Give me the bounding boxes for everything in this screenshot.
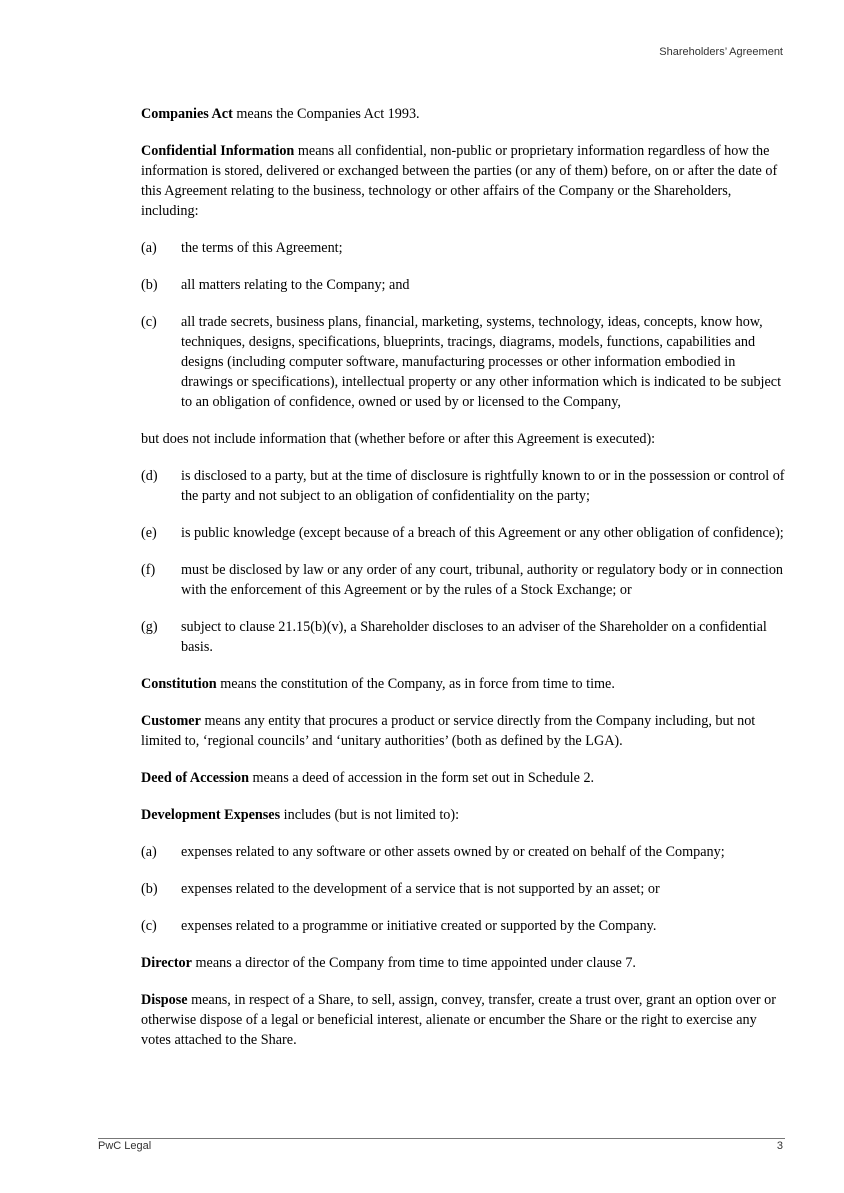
page-number: 3 (776, 1140, 783, 1152)
list-text: is disclosed to a party, but at the time of disclosure is rightfully known to or in the possession or control of the party and not subject to an obligation of confidentiality on the party; (181, 468, 785, 504)
list-label: (e) (141, 525, 157, 541)
list-label: (c) (141, 918, 157, 934)
list-item (141, 842, 785, 862)
defined-term: Development Expenses (141, 807, 281, 823)
footer-firm-name: PwC Legal (98, 1140, 152, 1152)
list-label: (b) (141, 277, 158, 293)
list-label: (a) (141, 844, 157, 860)
list-label: (c) (141, 314, 157, 330)
definition-text: means all confidential, non-public or proprietary information regardless of how the information is stored, delivered or exchanged between the parties (or any of them) before, on or after the date of this Agreement relating to the business, technology or other affairs of the Company or the Shareholders, including: (141, 143, 778, 219)
running-header: Shareholders’ Agreement (659, 46, 783, 58)
list-label: (a) (141, 240, 157, 256)
document-body (141, 104, 785, 1067)
list-text: expenses related to the development of a service that is not supported by an asset; or (181, 881, 660, 897)
defined-term: Companies Act (141, 106, 233, 122)
definition-text: means, in respect of a Share, to sell, assign, convey, transfer, create a trust over, grant an option over or otherwise dispose of a legal or beneficial interest, alienate or encumber the Share or the right to exercise any votes attached to the Share. (141, 992, 777, 1048)
list-text: the terms of this Agreement; (181, 240, 343, 256)
list-item (141, 560, 785, 600)
definition-companies-act (141, 104, 785, 124)
list-item (141, 238, 785, 258)
definition-text: means the Companies Act 1993. (232, 106, 420, 122)
list-label: (g) (141, 619, 158, 635)
list-text: subject to clause 21.15(b)(v), a Shareholder discloses to an adviser of the Shareholder on a confidential basis. (181, 619, 767, 655)
definition-constitution (141, 674, 785, 694)
list-label: (f) (141, 562, 156, 578)
list-text: is public knowledge (except because of a breach of this Agreement or any other obligation of confidence); (181, 525, 784, 541)
list-item (141, 523, 785, 543)
definition-confidential-information (141, 141, 785, 221)
list-text: must be disclosed by law or any order of any court, tribunal, authority or regulatory body or in connection with the enforcement of this Agreement or by the rules of a Stock Exchange; or (181, 562, 784, 598)
defined-term: Director (141, 955, 192, 971)
list-text: expenses related to a programme or initiative created or supported by the Company. (181, 918, 657, 934)
list-item (141, 617, 785, 657)
definition-customer (141, 711, 785, 751)
footer-divider (98, 1138, 785, 1139)
definition-text: includes (but is not limited to): (280, 807, 460, 823)
definition-text: means the constitution of the Company, as in force from time to time. (216, 676, 615, 692)
defined-term: Customer (141, 713, 201, 729)
definition-dispose (141, 990, 785, 1050)
definition-director (141, 953, 785, 973)
list-text: all matters relating to the Company; and (181, 277, 410, 293)
defined-term: Confidential Information (141, 143, 295, 159)
exclusion-intro: but does not include information that (whether before or after this Agreement is executed): (141, 431, 656, 447)
list-item (141, 879, 785, 899)
list-label: (b) (141, 881, 158, 897)
defined-term: Dispose (141, 992, 188, 1008)
list-item (141, 312, 785, 412)
list-text: all trade secrets, business plans, financial, marketing, systems, technology, ideas, concepts, know how, techniques, designs, specifications, blueprints, tracings, diagrams, models, functions, capabilities and designs (including computer software, manufacturing processes or other information embodied in drawings or specifications), intellectual property or any other information which is indicated to be subject to an obligation of confidence, owned or used by or licensed to the Company, (181, 314, 782, 410)
definition-deed-of-accession (141, 768, 785, 788)
definition-development-expenses (141, 805, 785, 825)
definition-text: means any entity that procures a product or service directly from the Company including, but not limited to, ‘regional councils’ and ‘unitary authorities’ (both as defined by the LGA). (141, 713, 756, 749)
definition-text: means a deed of accession in the form set out in Schedule 2. (248, 770, 595, 786)
list-label: (d) (141, 468, 158, 484)
list-text: expenses related to any software or other assets owned by or created on behalf of the Company; (181, 844, 725, 860)
list-item (141, 916, 785, 936)
definition-text: means a director of the Company from time to time appointed under clause 7. (191, 955, 636, 971)
defined-term: Deed of Accession (141, 770, 249, 786)
list-item (141, 275, 785, 295)
defined-term: Constitution (141, 676, 217, 692)
list-item (141, 466, 785, 506)
